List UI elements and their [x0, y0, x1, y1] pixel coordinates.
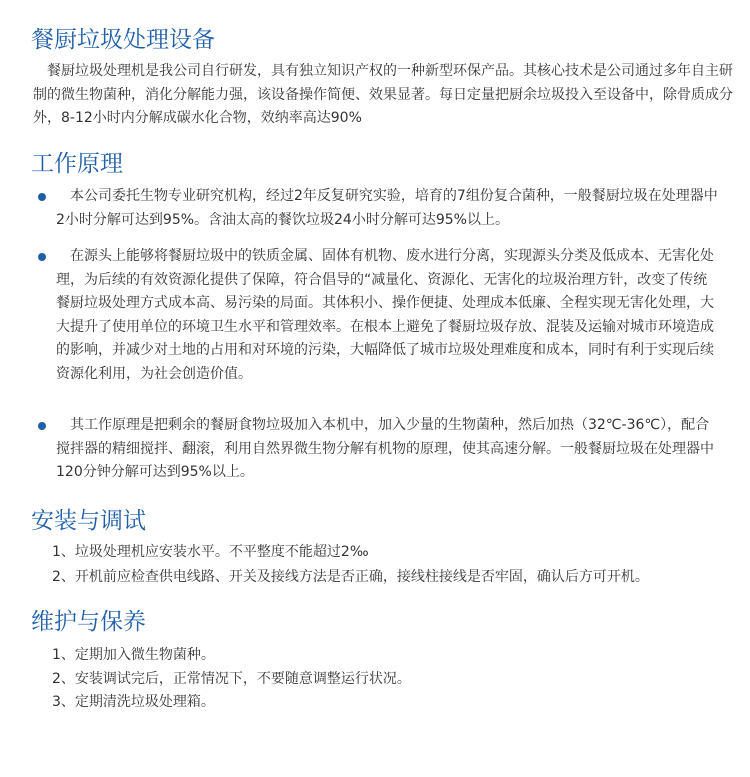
principle-item-2: 在源头上能够将餐厨垃圾中的铁质金属、固体有机物、废水进行分离，实现源头分类及低成本、无害化处理，为后续的有效资源化提供了保障，符合倡导的“减量化、资源化、无害化的垃圾治理方针，改变了传统餐厨垃圾处理方式成本高、易污染的局面。其体积小、操作便捷、处理成本低廉、全程实现无害化处理，大大提升了使用单位的环境卫生水平和管理效率。在根本上避免了餐厨垃圾存放、混装及运输对城市环境造成的影响，并减少对土地的占用和对环境的污染，大幅降低了城市垃圾处理难度和成本，同时有利于实现后续资源化利用，为社会创造价值。 — [56, 248, 714, 382]
intro-paragraph: 餐厨垃圾处理机是我公司自行研发，具有独立知识产权的一种新型环保产品。其核心技术是公司通过多年自主研制的微生物菌种，消化分解能力强，该设备操作简便、效果显著。每日定量把厨余垃圾投入至设备中，除骨质成分外，8-12小时内分解成碳水化合物，效纳率高达90% — [33, 63, 733, 126]
bullet-icon — [38, 422, 46, 430]
principle-item-3: 其工作原理是把剩余的餐厨食物垃圾加入本机中，加入少量的生物菌种，然后加热（32℃-36℃），配合搅拌器的精细搅拌、翻滚，利用自然界微生物分解有机物的原理，使其高速分解。一般餐厨垃圾在处理器中120分钟分解可达到95%以上。 — [56, 417, 714, 480]
maintain-item-3: 3、定期清洗垃圾处理箱。 — [52, 694, 215, 710]
maintain-item-2: 2、安装调试完后，正常情况下，不要随意调整运行状况。 — [52, 671, 411, 687]
bullet-icon — [38, 253, 46, 261]
principle-item-1: 本公司委托生物专业研究机构，经过2年反复研究实验，培育的7组份复合菌种，一般餐厨垃圾在处理器中2小时分解可达到95%。含油太高的餐饮垃圾24小时分解可达95%以上。 — [56, 188, 718, 228]
principle-heading: 工作原理 — [31, 151, 123, 177]
install-heading: 安装与调试 — [31, 508, 146, 534]
install-item-2: 2、开机前应检查供电线路、开关及接线方法是否正确，接线柱接线是否牢固，确认后方可开机。 — [52, 569, 649, 585]
page-title: 餐厨垃圾处理设备 — [31, 27, 215, 53]
maintain-item-1: 1、定期加入微生物菌种。 — [52, 647, 215, 663]
bullet-icon — [38, 193, 46, 201]
maintain-heading: 维护与保养 — [31, 609, 146, 635]
install-item-1: 1、垃圾处理机应安装水平。不平整度不能超过2‰ — [52, 544, 369, 560]
